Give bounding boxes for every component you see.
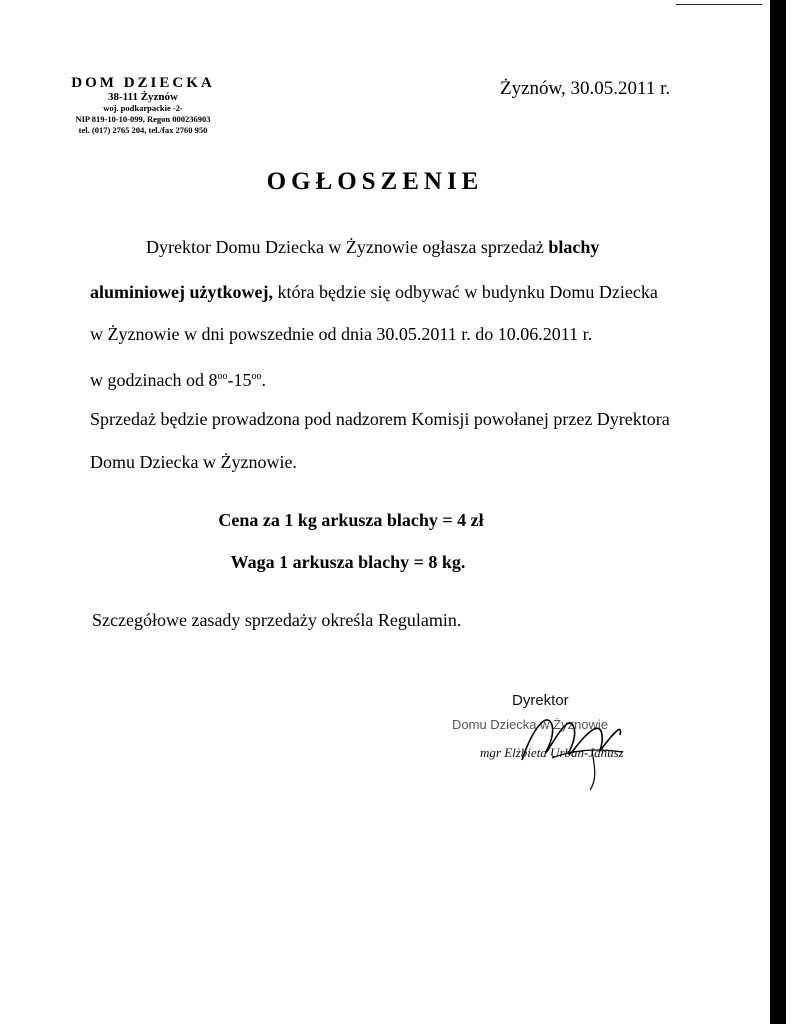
org-region: woj. podkarpackie -2- (103, 103, 183, 113)
scan-edge-bar (762, 0, 792, 1024)
director-stamp (452, 690, 662, 800)
org-postal: 38-111 Żyznów (108, 91, 178, 103)
stamp-title: Dyrektor (512, 692, 569, 709)
price-line: Cena za 1 kg arkusza blachy = 4 zł (218, 510, 484, 530)
body-line-5: Sprzedaż będzie prowadzona pod nadzorem Komisji powołanej przez Dyrektora (90, 409, 670, 429)
body-line-4 (90, 366, 266, 391)
body-line-1-bold: blachy (548, 237, 600, 257)
letterhead (58, 75, 228, 136)
handwritten-signature (452, 690, 662, 800)
hours-mid: -15 (227, 370, 252, 390)
weight-line: Waga 1 arkusza blachy = 8 kg. (230, 552, 466, 572)
stamp-name: mgr Elżbieta Urban-Janusz (480, 745, 624, 760)
closing-line: Szczegółowe zasady sprzedaży określa Regulamin. (92, 610, 462, 630)
place-date: Żyznów, 30.05.2011 r. (500, 78, 671, 99)
body-line-1 (146, 236, 599, 258)
org-ids: NIP 819-10-10-099, Regon 000236903 (75, 114, 211, 124)
org-contact: tel. (017) 2765 204, tel./fax 2760 950 (78, 125, 208, 135)
body-line-2-text: która będzie się odbywać w budynku Domu Dziecka (273, 282, 658, 302)
body-line-1-text: Dyrektor Domu Dziecka w Żyznowie ogłasza sprzedaż (146, 237, 549, 257)
body-line-3: w Żyznowie w dni powszednie od dnia 30.05.2011 r. do 10.06.2011 r. (90, 324, 593, 344)
hours-sup-1: oo (217, 371, 228, 382)
stamp-institution: Domu Dziecka w Żyznowie (452, 717, 609, 732)
hours-suffix: . (261, 370, 266, 390)
hours-prefix: w godzinach od 8 (90, 370, 218, 390)
body-line-6: Domu Dziecka w Żyznowie. (90, 452, 297, 472)
scan-edge-line (676, 4, 764, 5)
hours-sup-2: oo (251, 371, 262, 382)
body-line-2 (90, 281, 658, 303)
org-name: DOM DZIECKA (71, 75, 215, 91)
body-line-2-bold: aluminiowej użytkowej, (90, 282, 273, 302)
document-title: OGŁOSZENIE (266, 168, 484, 195)
